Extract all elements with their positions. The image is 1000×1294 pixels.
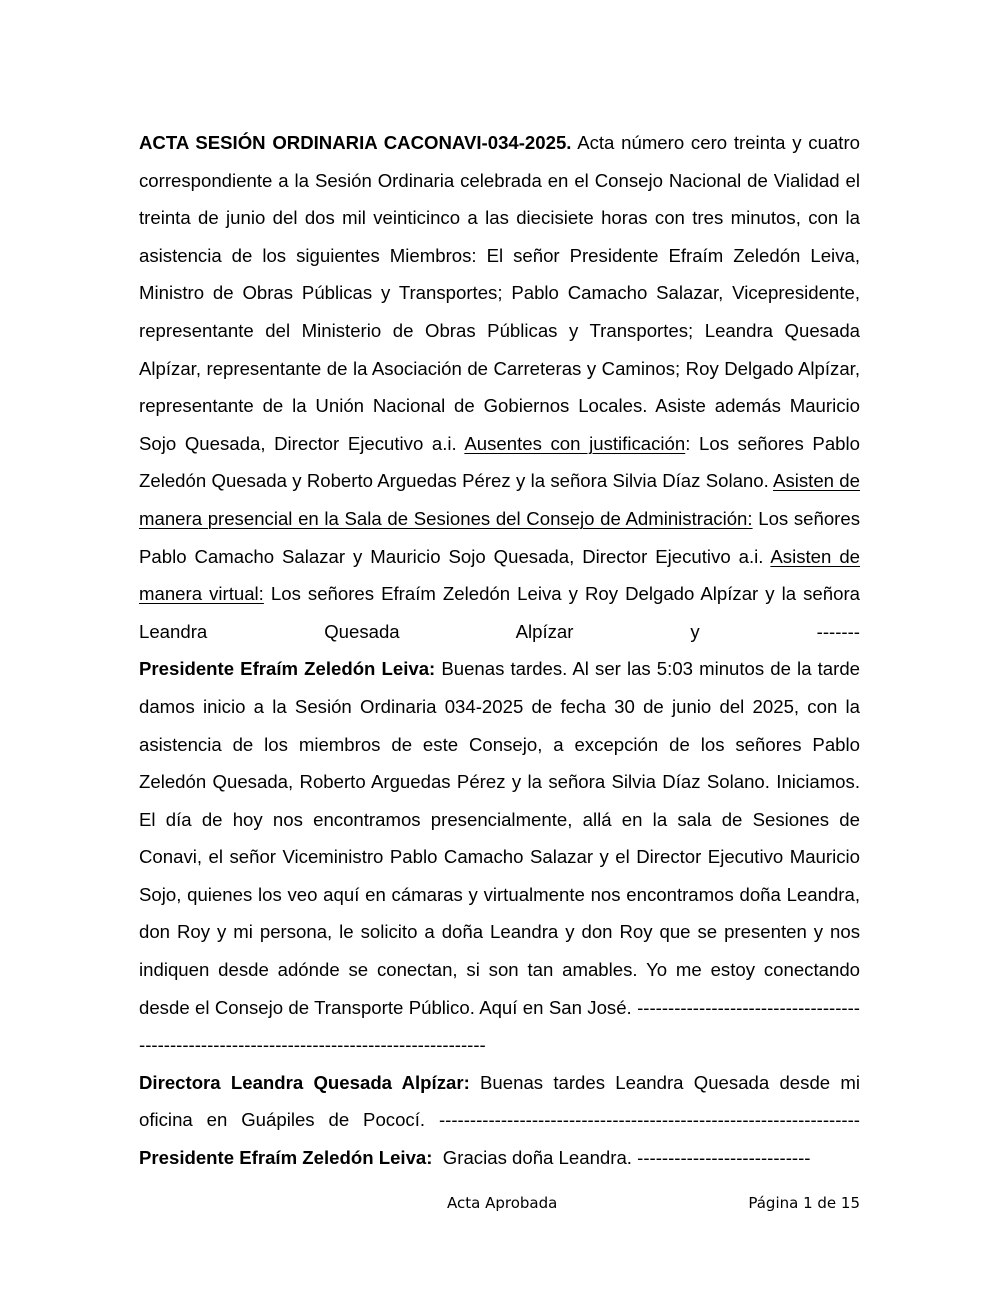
speaker-turn: [139, 650, 860, 1064]
speaker-name: Presidente Efraím Zeledón Leiva:: [139, 1147, 433, 1169]
speaker-turn: [139, 1139, 860, 1177]
paragraph-text: Los señores Efraím Zeledón Leiva y Roy Delgado Alpízar y la señora Leandra Quesada Alpízar y -------: [139, 583, 860, 642]
absent-with-justification-label: Ausentes con justificación: [464, 432, 686, 454]
speaker-name: Directora Leandra Quesada Alpízar:: [139, 1071, 470, 1093]
speaker-text: Buenas tardes. Al ser las 5:03 minutos de la tarde damos inicio a la Sesión Ordinaria 034-2025 de fecha 30 de junio del 2025, con la asistencia de los miembros de este Consejo, a excepción de los señores Pablo Zeledón Quesada, Roberto Arguedas Pérez y la señora Silvia Díaz Solano. Iniciamos. El día de hoy nos encontramos presencialmente, allá en la sala de Sesiones de Conavi, el señor Viceministro Pablo Camacho Salazar y el Director Ejecutivo Mauricio Sojo, quienes los veo aquí en cámaras y virtualmente nos encontramos doña Leandra, don Roy y mi persona, le solicito a doña Leandra y don Roy que se presenten y nos indiquen desde adónde se conectan, si son tan amables. Yo me estoy conectando desde el Consejo de Transporte Público. Aquí en San José. --------------------------------------------------------------------------------------------: [139, 658, 861, 1056]
speaker-text: Gracias doña Leandra. ----------------------------: [432, 1147, 811, 1169]
page-number: Página 1 de 15: [748, 1194, 860, 1212]
paragraph-text: Los señores Pablo Camacho Salazar y Mauricio Sojo Quesada, Director Ejecutivo a.i.: [139, 507, 860, 567]
speaker-name: Presidente Efraím Zeledón Leiva:: [139, 658, 436, 680]
paragraph-text: Acta número cero treinta y cuatro correspondiente a la Sesión Ordinaria celebrada en el Consejo Nacional de Vialidad el treinta de junio del dos mil veinticinco a las diecisiete horas con tres minutos, con la asistencia de los siguientes Miembros: El señor Presidente Efraím Zeledón Leiva, Ministro de Obras Públicas y Transportes; Pablo Camacho Salazar, Vicepresidente, representante del Ministerio de Obras Públicas y Transportes; Leandra Quesada Alpízar, representante de la Asociación de Carreteras y Caminos; Roy Delgado Alpízar, representante de la Unión Nacional de Gobiernos Locales. Asiste además Mauricio Sojo Quesada, Director Ejecutivo a.i.: [139, 132, 860, 454]
in-person-attendance-label: Asisten de manera presencial en la Sala de Sesiones del Consejo de Administración:: [139, 470, 860, 529]
speaker-text: Buenas tardes Leandra Quesada desde mi oficina en Guápiles de Pococí. --------------------------------------------------------------------: [139, 1071, 860, 1131]
speaker-turn: [139, 1064, 860, 1139]
minutes-body: [139, 124, 860, 1177]
paragraph-text: : Los señores Pablo Zeledón Quesada y Roberto Arguedas Pérez y la señora Silvia Díaz Solano.: [139, 432, 860, 492]
opening-paragraph: [139, 124, 860, 650]
footer-status: Acta Aprobada: [447, 1194, 558, 1212]
virtual-attendance-label: Asisten de manera virtual:: [139, 545, 860, 605]
minutes-heading: ACTA SESIÓN ORDINARIA CACONAVI-034-2025.: [139, 132, 572, 153]
